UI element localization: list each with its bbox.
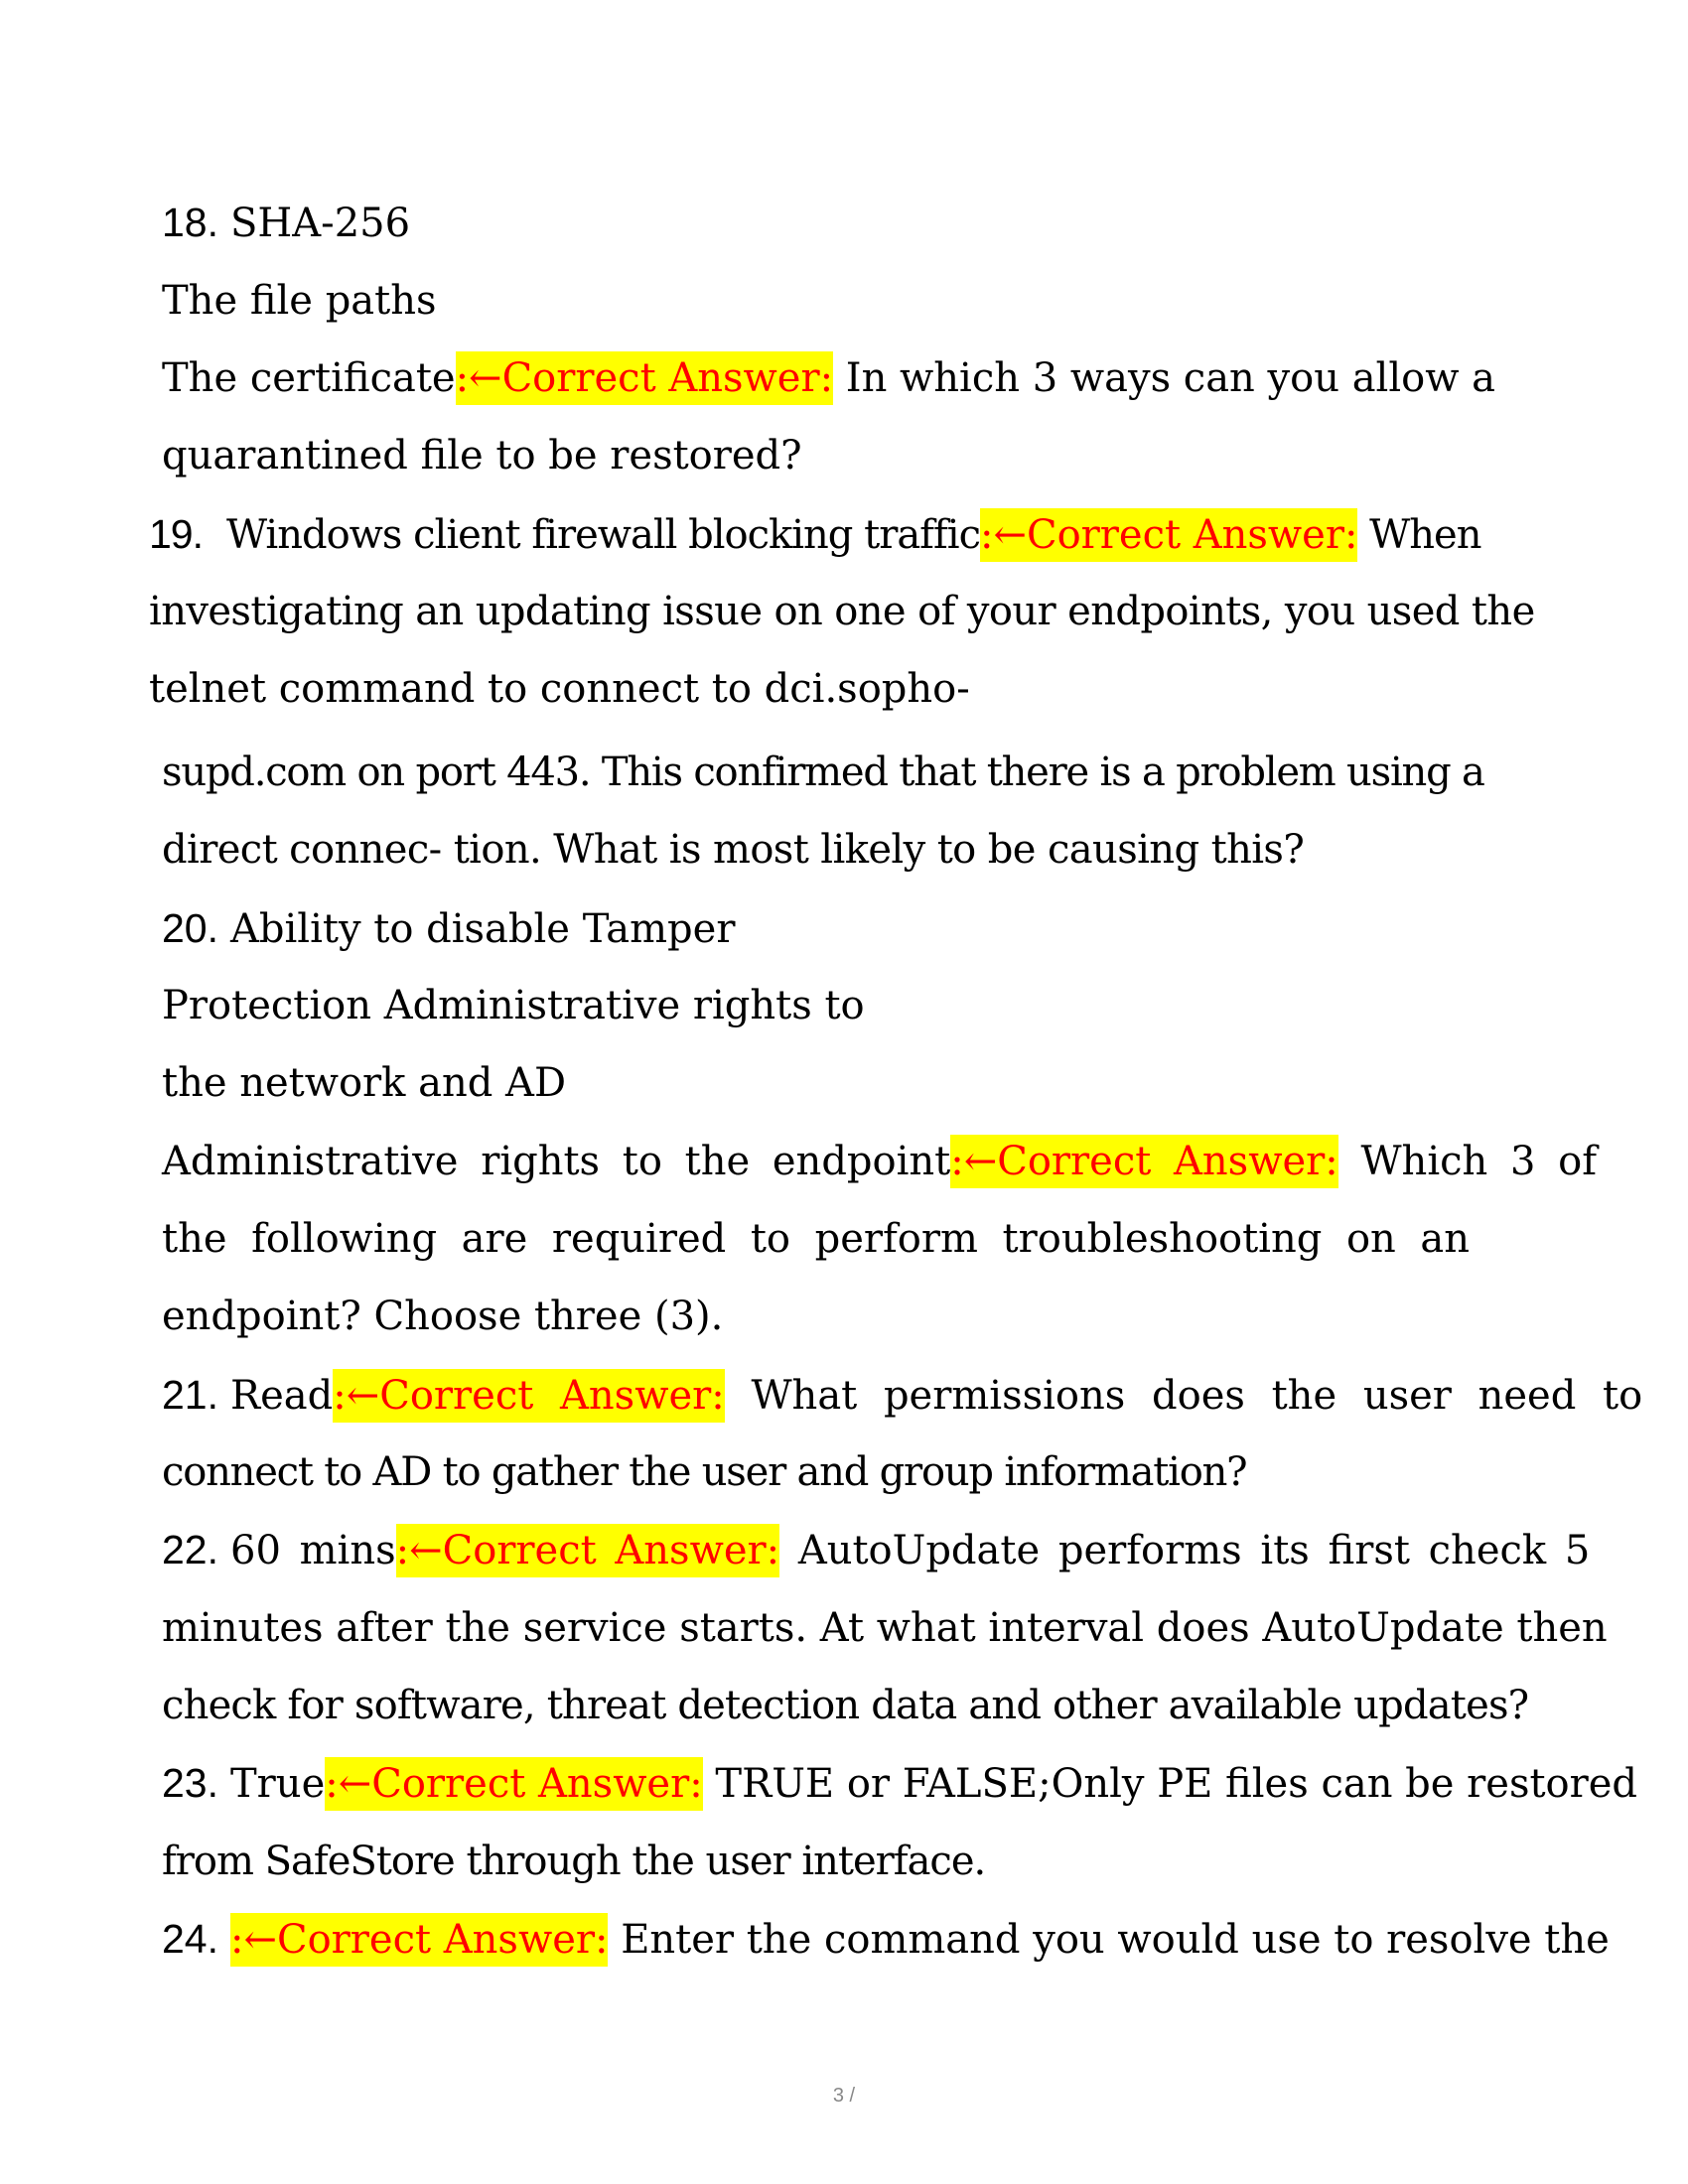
question-text: What permissions does the user need to (751, 1373, 1643, 1419)
item-19-line-1 (149, 510, 1480, 559)
question-text: supd.com on port 443. This confirmed that there is a problem using a (162, 750, 1484, 795)
item-24-line-1 (162, 1915, 1610, 1964)
question-text: Which 3 of (1360, 1139, 1598, 1184)
answer-text: SHA-256 (230, 201, 411, 246)
item-number: 23. (162, 1760, 218, 1806)
item-18-line-4 (162, 432, 802, 479)
question-text: When (1369, 512, 1481, 558)
question-text: from SafeStore through the user interface. (162, 1839, 986, 1884)
answer-text: The certificate (162, 355, 456, 401)
item-21-line-1 (162, 1371, 1642, 1420)
page-number: 3 / (832, 2085, 856, 2107)
correct-answer-marker: :←Correct Answer: (396, 1524, 779, 1577)
item-number: 24. (162, 1916, 218, 1962)
question-text: connect to AD to gather the user and group information? (162, 1449, 1247, 1495)
question-text: In which 3 ways can you allow a (845, 355, 1496, 401)
item-19-line-3 (149, 665, 970, 713)
item-20-line-4 (162, 1138, 1597, 1185)
question-text: endpoint? Choose three (3). (162, 1294, 724, 1339)
question-text: the following are required to perform troubleshooting on an (162, 1216, 1470, 1262)
question-text: investigating an updating issue on one of your endpoints, you used the (149, 589, 1535, 634)
item-18-line-2 (162, 277, 437, 325)
item-22-line-1 (162, 1526, 1590, 1574)
item-number: 22. (162, 1527, 218, 1572)
correct-answer-marker: :←Correct Answer: (980, 508, 1357, 562)
item-22-line-3 (162, 1682, 1528, 1729)
item-23-line-2 (162, 1838, 985, 1885)
item-20-line-2 (162, 982, 865, 1029)
answer-text: the network and AD (162, 1060, 567, 1106)
answer-text: The file paths (162, 278, 437, 324)
question-text: Enter the command you would use to resolve the (621, 1917, 1610, 1963)
item-18-line-3 (162, 354, 1495, 402)
item-21-line-2 (162, 1448, 1246, 1496)
answer-text: Administrative rights to the endpoint (162, 1139, 951, 1184)
answer-text: Windows client firewall blocking traffic (226, 512, 980, 558)
correct-answer-marker: :←Correct Answer: (230, 1913, 608, 1967)
answer-text: Read (230, 1373, 334, 1419)
answer-text: 60 mins (230, 1528, 396, 1573)
item-number: 19. (149, 511, 203, 557)
correct-answer-marker: :←Correct Answer: (456, 351, 833, 405)
question-text: AutoUpdate performs its first check 5 (797, 1528, 1591, 1573)
item-number: 18. (162, 200, 218, 245)
item-20-line-5 (162, 1215, 1470, 1263)
question-text: minutes after the service starts. At what interval does AutoUpdate then (162, 1605, 1608, 1651)
item-20-line-3 (162, 1059, 566, 1107)
item-19-line-4 (162, 749, 1484, 796)
item-20-line-1 (162, 904, 735, 953)
question-text: telnet command to connect to dci.sopho- (149, 666, 970, 712)
item-22-line-2 (162, 1604, 1608, 1652)
question-text: TRUE or FALSE;Only PE files can be restored (715, 1761, 1638, 1807)
question-text: direct connec- tion. What is most likely to be causing this? (162, 827, 1305, 873)
item-number: 20. (162, 905, 218, 951)
question-text: check for software, threat detection data and other available updates? (162, 1683, 1529, 1728)
correct-answer-marker: :←Correct Answer: (950, 1135, 1337, 1188)
question-text: quarantined file to be restored? (162, 433, 802, 478)
item-20-line-6 (162, 1293, 723, 1340)
item-19-line-2 (149, 588, 1535, 635)
answer-text: Ability to disable Tamper (230, 906, 736, 952)
answer-text: Protection Administrative rights to (162, 983, 865, 1028)
item-23-line-1 (162, 1759, 1637, 1808)
correct-answer-marker: :←Correct Answer: (325, 1757, 702, 1811)
item-19-line-5 (162, 826, 1304, 874)
item-number: 21. (162, 1372, 218, 1418)
correct-answer-marker: :←Correct Answer: (333, 1369, 724, 1423)
answer-text: True (230, 1761, 326, 1807)
item-18-line-1 (162, 199, 410, 247)
